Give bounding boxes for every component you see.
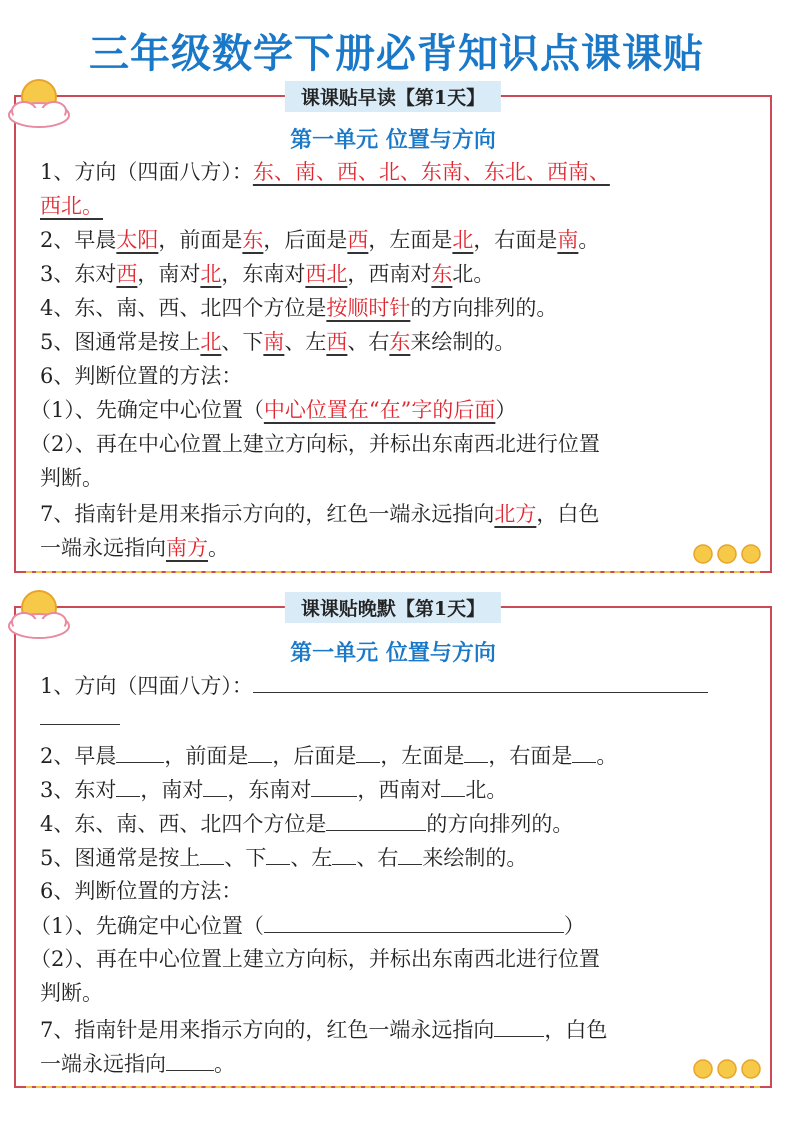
- evening-line-1b: [40, 702, 120, 733]
- evening-line-11: 一端永远指向 。: [40, 1048, 235, 1079]
- fill-blank[interactable]: [40, 702, 120, 725]
- morning-card: [14, 87, 772, 573]
- morning-line-7: （1）、先确定中心位置（中心位置在“在”字的后面）: [30, 398, 517, 422]
- answer: 东、南、西、北、东南、东北、西南、: [252, 160, 610, 184]
- fill-blank[interactable]: [253, 670, 708, 693]
- morning-line-10: 7、指南针是用来指示方向的，红色一端永远指向北方，白色: [40, 502, 600, 526]
- morning-line-1b: [40, 191, 103, 221]
- morning-line-8: （2）、再在中心位置上建立方向标，并标出东南西北进行位置: [30, 432, 600, 456]
- morning-line-9: 判断。: [40, 466, 103, 490]
- evening-line-4: 4、东、南、西、北四个方位是 的方向排列的。: [40, 808, 573, 839]
- morning-line-3: 3、东对西，南对北，东南对西北，西南对东北。: [40, 262, 495, 286]
- page-title: 三年级数学下册必背知识点课课贴: [89, 31, 704, 77]
- flower-decoration-icon: [692, 543, 762, 565]
- answer: 西北。: [40, 194, 103, 218]
- evening-line-6: 6、判断位置的方法：: [40, 879, 243, 903]
- evening-line-3: 3、东对 ，南对 ，东南对 ，西南对 北。: [40, 774, 507, 805]
- morning-line-5: 5、图通常是按上北、下南、左西、右东来绘制的。: [40, 330, 516, 354]
- evening-line-5: 5、图通常是按上 、下 、左 、右 来绘制的。: [40, 842, 527, 873]
- morning-unit-title: 第一单元 位置与方向: [290, 128, 496, 153]
- evening-line-9: 判断。: [40, 981, 103, 1005]
- morning-line-4: 4、东、南、西、北四个方位是按顺时针的方向排列的。: [40, 296, 558, 320]
- flower-decoration-icon: [692, 1058, 762, 1080]
- morning-line-1: 1、方向（四面八方）：东、南、西、北、东南、东北、西南、: [40, 160, 610, 184]
- evening-card: [14, 598, 772, 1088]
- morning-tag: 课课贴早读【第1天】: [285, 81, 501, 112]
- sun-cloud-icon: [6, 586, 72, 642]
- evening-line-8: （2）、再在中心位置上建立方向标，并标出东南西北进行位置: [30, 947, 600, 971]
- evening-line-2: 2、早晨 ，前面是 ，后面是 ，左面是 ，右面是 。: [40, 740, 617, 771]
- evening-line-7: （1）、先确定中心位置（ ）: [30, 910, 585, 941]
- evening-line-10: 7、指南针是用来指示方向的，红色一端永远指向 ，白色: [40, 1014, 607, 1045]
- morning-line-11: 一端永远指向南方。: [40, 536, 229, 560]
- evening-line-1: 1、方向（四面八方）：: [40, 670, 708, 701]
- morning-line-6: 6、判断位置的方法：: [40, 364, 243, 388]
- morning-line-2: 2、早晨太阳，前面是东，后面是西，左面是北，右面是南。: [40, 228, 600, 252]
- evening-unit-title: 第一单元 位置与方向: [290, 641, 496, 666]
- evening-tag: 课课贴晚默【第1天】: [285, 592, 501, 623]
